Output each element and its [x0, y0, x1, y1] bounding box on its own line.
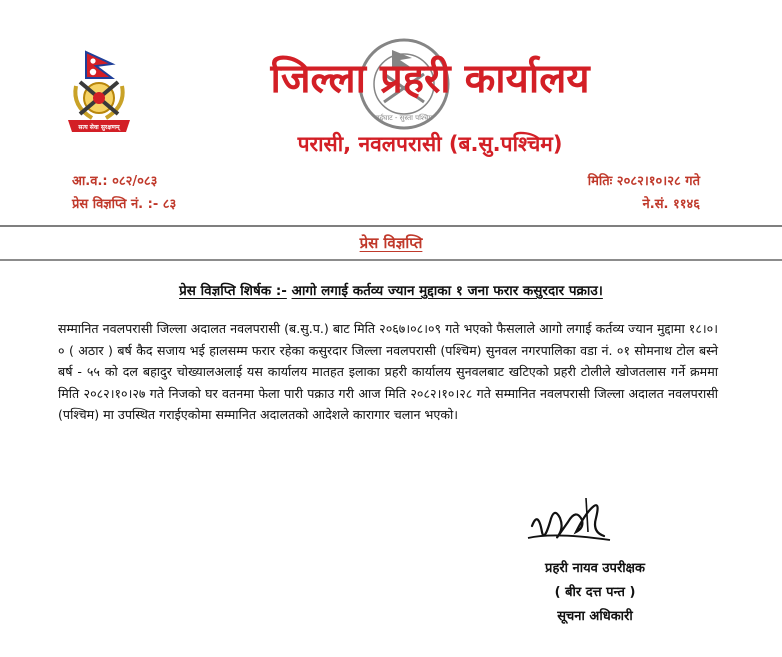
signatory-name: ( बीर दत्त पन्त )	[554, 585, 636, 600]
press-release-number: प्रेस विज्ञप्ति नं. :- ८३	[72, 197, 177, 212]
fiscal-year: आ.व.: ०८२/०८३	[72, 174, 158, 189]
office-location: परासी, नवलपरासी (ब.सु.पश्चिम)	[297, 132, 563, 156]
subject-line	[0, 281, 782, 299]
signatory-role: सूचना अधिकारी	[557, 609, 633, 624]
subject-label: प्रेस विज्ञप्ति शिर्षक :-	[179, 283, 287, 299]
emblem-motto: सत्य सेवा सुरक्षणम्	[78, 124, 120, 131]
notice-divider	[0, 259, 782, 261]
header-divider	[0, 225, 782, 227]
nepal-police-emblem-icon	[62, 48, 136, 140]
seal-caption: बर्दघाट - सुस्ता पश्चिम	[375, 114, 433, 122]
subject-text: आगो लगाई कर्तव्य ज्यान मुद्दाका १ जना फरार कसुरदार पक्राउ।	[291, 283, 603, 299]
handwritten-signature	[524, 492, 616, 552]
notice-title-row	[0, 233, 782, 253]
signatory-title: प्रहरी नायव उपरीक्षक	[545, 561, 645, 576]
notice-body: सम्मानित नवलपरासी जिल्ला अदालत नवलपरासी (ब.सु.प.) बाट मिति २०६७।०८।०९ गते भएको फैसलाले आगो लगाई कर्तव्य ज्यान मुद्दामा १८।०।० ( अठार ) बर्ष कैद सजाय भई हालसम्म फरार रहेका कसुरदार जिल्ला नवलपरासी (पश्चिम) सुनवल नगरपालिका वडा नं. ०१ सोमनाथ टोल बस्ने बर्ष - ५५ को दल बहादुर चोख्यालअलाई यस कार्यालय मातहत इलाका प्रहरी कार्यालय सुनवलबाट खटिएको प्रहरी टोलीले खोजतलास गर्ने क्रममा मिति २०८२।१०।२७ गते निजको घर वतनमा फेला पारी पक्राउ गरी आज मिति २०८२।१०।२८ गते सम्मानित नवलपरासी जिल्ला अदालत नवलपरासी (पश्चिम) मा उपस्थित गराईएकोमा सम्मानित अदालतको आदेशले कारागार चलान भएको।	[58, 321, 718, 423]
office-title: जिल्ला प्रहरी कार्यालय	[270, 56, 590, 102]
release-date: मितिः २०८२।१०।२८ गते	[587, 174, 700, 189]
notice-title: प्रेस विज्ञप्ति	[359, 234, 423, 252]
nepal-sambat-ref: ने.सं. ११४६	[642, 197, 700, 212]
